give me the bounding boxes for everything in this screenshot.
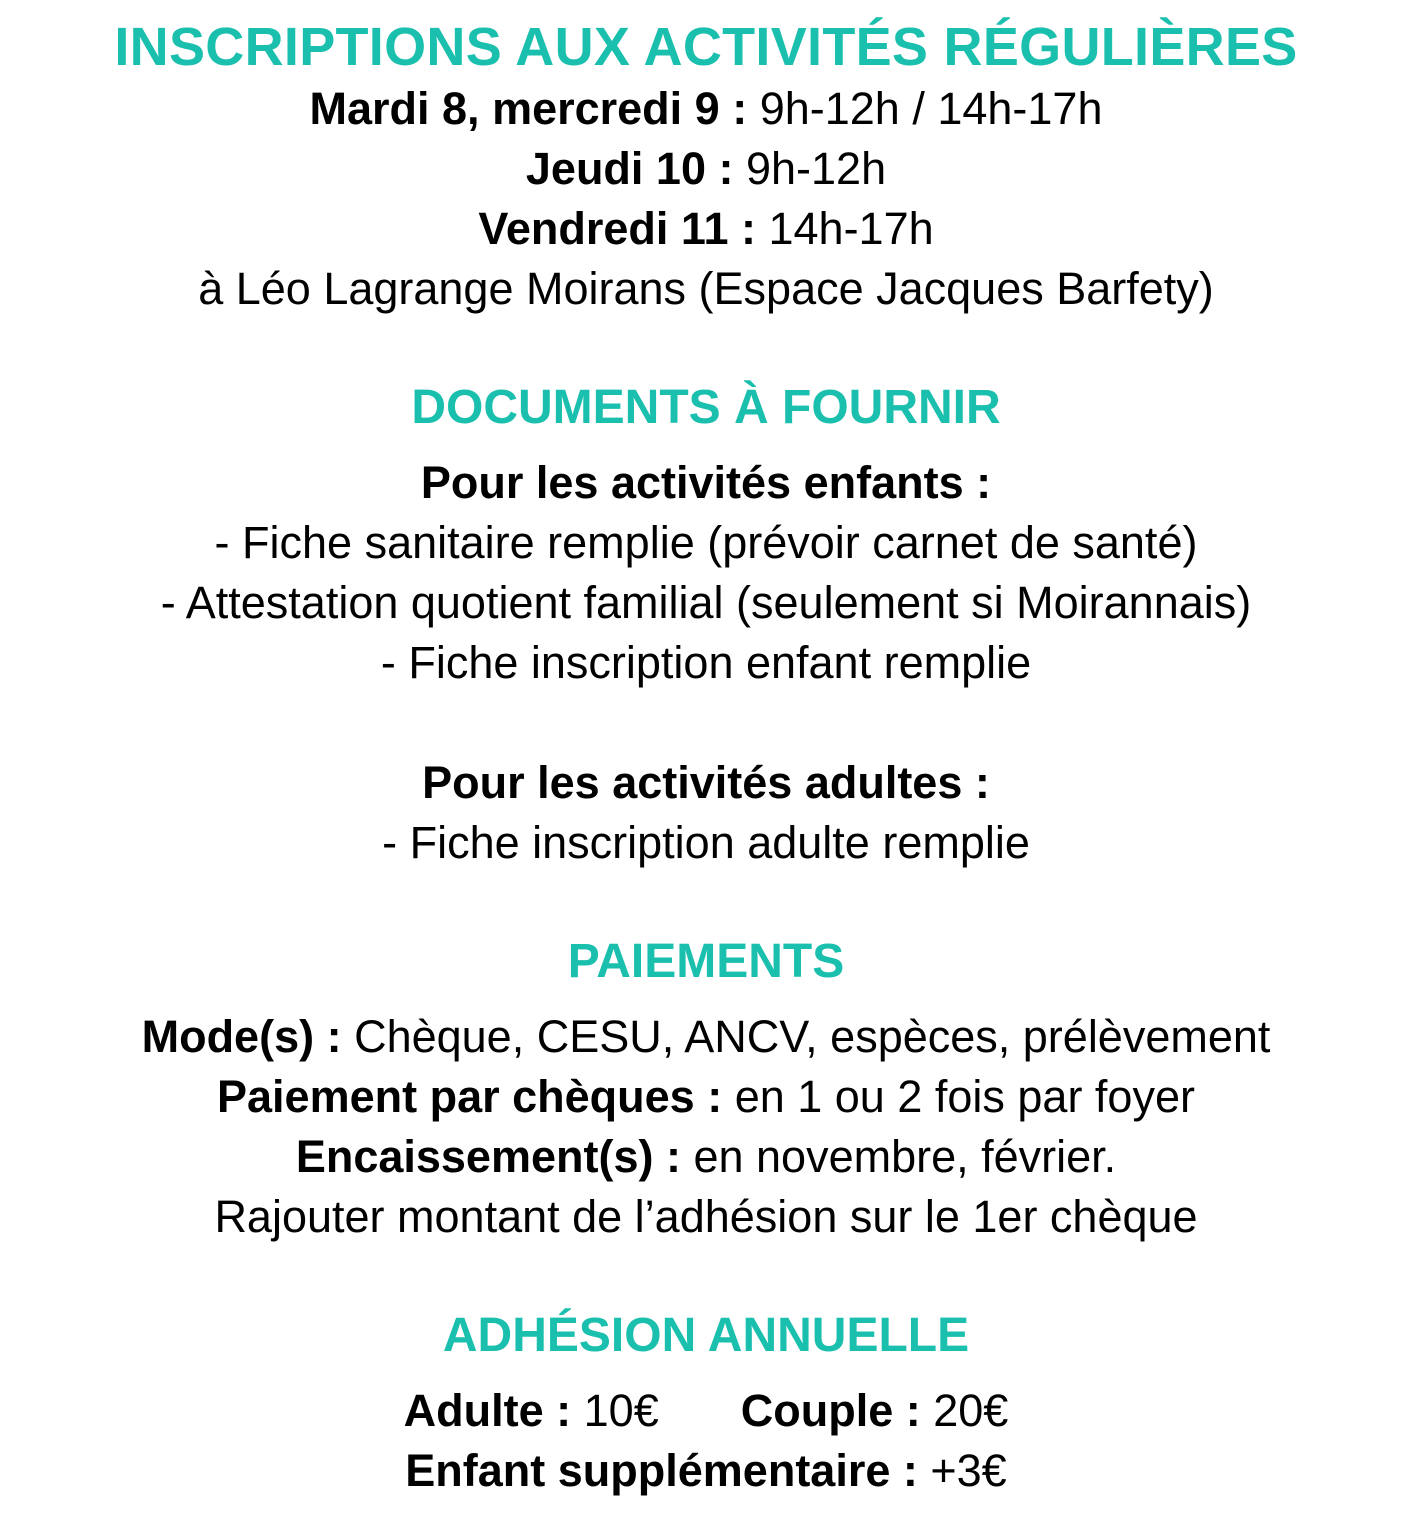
schedule-row xyxy=(0,199,1412,259)
payment-value: en novembre, février. xyxy=(680,1131,1117,1182)
membership-section xyxy=(0,1307,1412,1501)
document-item: - Fiche inscription enfant remplie xyxy=(380,637,1032,688)
document-item: - Fiche sanitaire remplie (prévoir carnet de santé) xyxy=(214,517,1198,568)
schedule-day-label: Vendredi 11 : xyxy=(478,203,756,254)
schedule-row xyxy=(0,79,1412,139)
payment-label: Mode(s) : xyxy=(141,1011,342,1062)
couple-price: 20€ xyxy=(920,1385,1009,1436)
couple-label: Couple : xyxy=(740,1385,921,1436)
children-heading: Pour les activités enfants : xyxy=(420,457,992,508)
payment-value: en 1 ou 2 fois par foyer xyxy=(722,1071,1195,1122)
child-price: +3€ xyxy=(917,1445,1007,1496)
document-item: - Attestation quotient familial (seulement si Moirannais) xyxy=(160,577,1252,628)
schedule-hours: 9h-12h xyxy=(733,143,887,194)
schedule-row xyxy=(0,139,1412,199)
schedule-location: à Léo Lagrange Moirans (Espace Jacques Barfety) xyxy=(198,263,1214,314)
document-item: - Fiche inscription adulte remplie xyxy=(382,817,1030,868)
schedule-day-label: Mardi 8, mercredi 9 : xyxy=(309,83,748,134)
documents-section xyxy=(0,379,1412,873)
membership-row xyxy=(0,1441,1412,1501)
adult-label: Adulte : xyxy=(403,1385,572,1436)
schedule-hours: 14h-17h xyxy=(755,203,934,254)
schedule-day-label: Jeudi 10 : xyxy=(525,143,734,194)
adult-price: 10€ xyxy=(571,1385,659,1436)
schedule-section xyxy=(0,79,1412,319)
payment-row xyxy=(0,1127,1412,1187)
payment-row xyxy=(0,1067,1412,1127)
child-label: Enfant supplémentaire : xyxy=(405,1445,918,1496)
payment-value: Chèque, CESU, ANCV, espèces, prélèvement xyxy=(341,1011,1271,1062)
payment-label: Encaissement(s) : xyxy=(295,1131,681,1182)
schedule-hours: 9h-12h / 14h-17h xyxy=(747,83,1103,134)
adults-heading: Pour les activités adultes : xyxy=(422,757,990,808)
payments-title: PAIEMENTS xyxy=(567,935,845,988)
page-title: INSCRIPTIONS AUX ACTIVITÉS RÉGULIÈRES xyxy=(114,17,1298,77)
documents-title: DOCUMENTS À FOURNIR xyxy=(411,381,1001,434)
payment-row xyxy=(0,1007,1412,1067)
payment-note: Rajouter montant de l’adhésion sur le 1er chèque xyxy=(214,1191,1198,1242)
membership-title: ADHÉSION ANNUELLE xyxy=(442,1309,970,1362)
membership-row xyxy=(0,1381,1412,1441)
payments-section xyxy=(0,933,1412,1247)
payment-label: Paiement par chèques : xyxy=(217,1071,723,1122)
